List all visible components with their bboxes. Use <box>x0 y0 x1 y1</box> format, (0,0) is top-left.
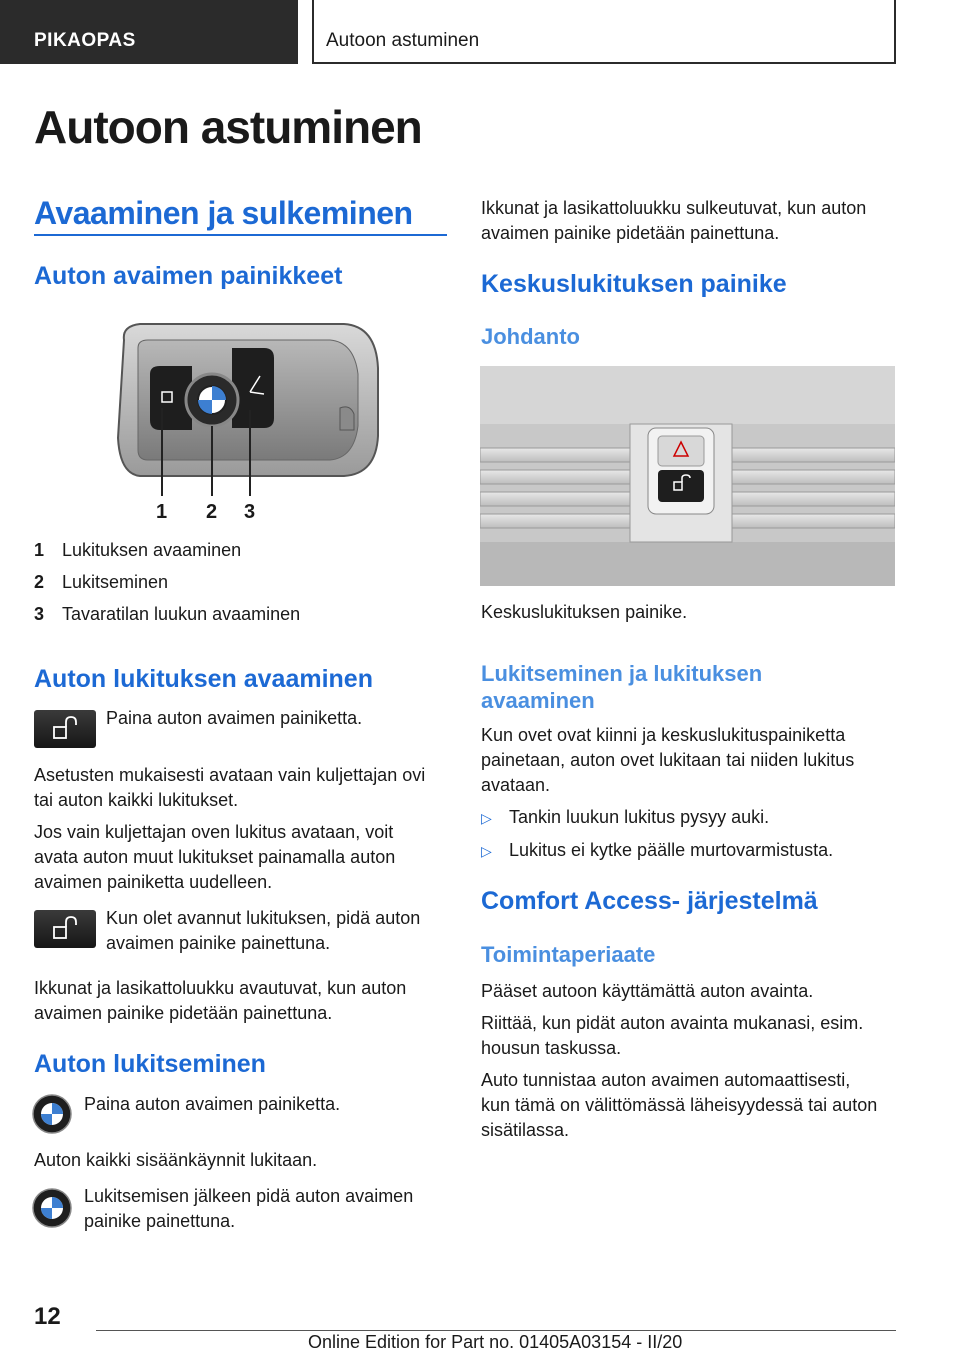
unlock-hold-line: Kun olet avannut lukituksen, pidä auton <box>106 908 421 928</box>
bmw-logo-icon <box>32 1094 72 1134</box>
lock-unlock-line: avataan. <box>481 775 551 795</box>
key-fob-illustration <box>104 318 384 524</box>
lock-hold-line: painike painettuna. <box>84 1211 236 1231</box>
heading-unlocking: Auton lukituksen avaaminen <box>34 665 373 693</box>
header-chapter-label: Autoon astuminen <box>326 30 480 51</box>
callout-2: 2 <box>206 501 218 523</box>
unlock-button-icon <box>34 710 96 748</box>
principle-line: housun taskussa. <box>481 1038 622 1058</box>
unlock-paragraph-line: avata auton muut lukitukset painamalla auton <box>34 847 396 867</box>
heading-lock-unlock <box>481 660 762 714</box>
bullet-item: Tankin luukun lukitus pysyy auki. <box>509 807 770 827</box>
legend-number: 2 <box>34 572 45 592</box>
legend-text: Lukituksen avaaminen <box>62 540 242 560</box>
unlock-button-icon <box>34 910 96 948</box>
page-number: 12 <box>34 1303 61 1330</box>
unlock-paragraph-line: Jos vain kuljettajan oven lukitus avataan, voit <box>34 822 394 842</box>
heading-divider <box>34 234 447 236</box>
heading-operating-principle: Toimintaperiaate <box>481 942 656 967</box>
unlock-paragraph-line: avaimen painiketta uudelleen. <box>34 872 273 892</box>
bmw-logo-icon <box>32 1188 72 1228</box>
legend-text: Lukitseminen <box>62 572 169 592</box>
heading-central-locking: Keskuslukituksen painike <box>481 270 787 298</box>
page-title: Autoon astuminen <box>34 101 422 153</box>
lock-unlock-line: painetaan, auton ovet lukitaan tai niiden lukitus <box>481 750 855 770</box>
figure-caption: Keskuslukituksen painike. <box>481 602 688 622</box>
callout-3: 3 <box>244 501 256 523</box>
lock-paragraph: Auton kaikki sisäänkäynnit lukitaan. <box>34 1150 318 1170</box>
heading-comfort-access: Comfort Access- järjestelmä <box>481 887 818 915</box>
lock-hold-line: Lukitsemisen jälkeen pidä auton avaimen <box>84 1186 414 1206</box>
unlock-instruction: Paina auton avaimen painiketta. <box>106 708 363 728</box>
legend-number: 3 <box>34 604 45 624</box>
unlock-paragraph-line: tai auton kaikki lukitukset. <box>34 790 239 810</box>
principle-paragraph: Pääset autoon käyttämättä auton avainta. <box>481 981 814 1001</box>
close-windows-line: Ikkunat ja lasikattoluukku sulkeutuvat, kun auton <box>481 198 867 218</box>
bullet-item: Lukitus ei kytke päälle murtovarmistusta. <box>509 840 834 860</box>
legend-text: Tavaratilan luukun avaaminen <box>62 604 301 624</box>
heading-locking: Auton lukitseminen <box>34 1050 266 1078</box>
heading-lock-unlock-line: Lukitseminen ja lukituksen <box>481 661 763 686</box>
principle-line: Riittää, kun pidät auton avainta mukanasi, esim. <box>481 1013 864 1033</box>
section-heading-opening-closing: Avaaminen ja sulkeminen <box>34 195 413 231</box>
unlock-hold-line: avaimen painike painettuna. <box>106 933 331 953</box>
header-chapter-tab <box>312 0 896 64</box>
header-section-tab <box>0 0 298 64</box>
unlock-paragraph-line: Asetusten mukaisesti avataan vain kuljettajan ovi <box>34 765 426 785</box>
close-windows-line: avaimen painike pidetään painettuna. <box>481 223 780 243</box>
footer-edition: Online Edition for Part no. 01405A03154 - II/20 <box>308 1332 683 1352</box>
lock-instruction: Paina auton avaimen painiketta. <box>84 1094 341 1114</box>
lock-unlock-line: Kun ovet ovat kiinni ja keskuslukituspainiketta <box>481 725 846 745</box>
unlock-windows-line: avaimen painike pidetään painettuna. <box>34 1003 333 1023</box>
central-locking-illustration <box>480 366 895 586</box>
heading-key-buttons: Auton avaimen painikkeet <box>34 262 343 290</box>
legend-number: 1 <box>34 540 45 560</box>
principle-line: kun tämä on välittömässä läheisyydessä tai auton <box>481 1095 878 1115</box>
callout-1: 1 <box>156 501 168 523</box>
principle-line: sisätilassa. <box>481 1120 570 1140</box>
bullet-arrow-icon: ▷ <box>481 810 492 826</box>
header-section-label: PIKAOPAS <box>34 30 136 51</box>
footer-divider <box>96 1330 896 1331</box>
unlock-windows-line: Ikkunat ja lasikattoluukku avautuvat, kun auton <box>34 978 407 998</box>
heading-introduction: Johdanto <box>481 324 580 349</box>
principle-line: Auto tunnistaa auton avaimen automaattisesti, <box>481 1070 851 1090</box>
heading-lock-unlock-line: avaaminen <box>481 688 595 713</box>
bullet-arrow-icon: ▷ <box>481 843 492 859</box>
